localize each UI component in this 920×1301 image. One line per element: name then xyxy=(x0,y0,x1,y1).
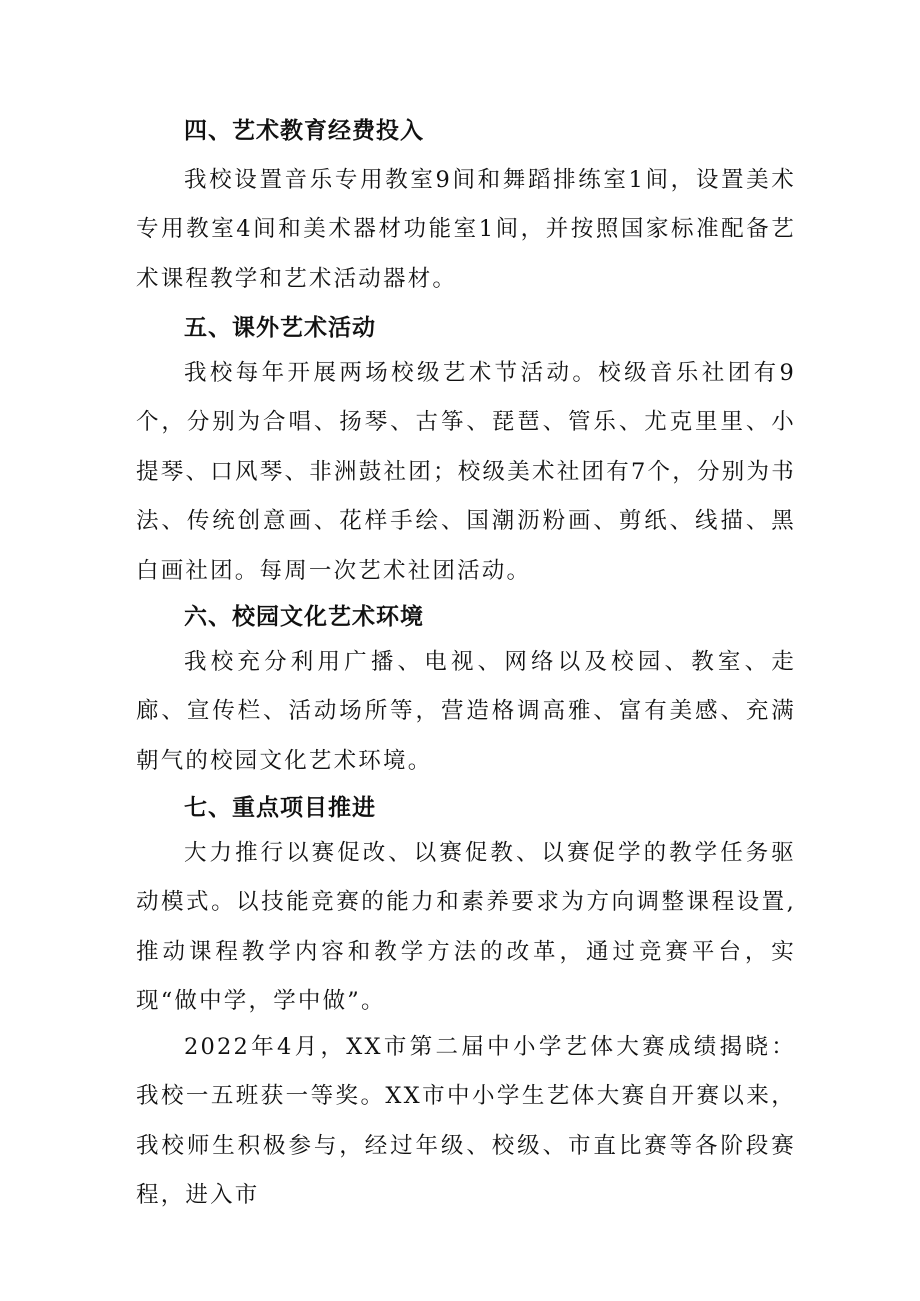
section-heading-7: 七、重点项目推进 xyxy=(184,794,376,821)
section-4-paragraph: 我校设置音乐专用教室9间和舞蹈排练室1间，设置美术专用教室4间和美术器材功能室1间，并按照国家标准配备艺术课程教学和艺术活动器材。 xyxy=(136,167,796,292)
section-heading-4: 四、艺术教育经费投入 xyxy=(184,117,424,144)
section-heading-5: 五、课外艺术活动 xyxy=(184,314,376,341)
section-7-paragraph-1: 大力推行以赛促改、以赛促教、以赛促学的教学任务驱动模式。以技能竞赛的能力和素养要求为方向调整课程设置,推动课程教学内容和教学方法的改革，通过竞赛平台，实现“做中学，学中做”。 xyxy=(136,840,796,1015)
section-5-paragraph: 我校每年开展两场校级艺术节活动。校级音乐社团有9个，分别为合唱、扬琴、古筝、琵琶、管乐、尤克里里、小提琴、口风琴、非洲鼓社团；校级美术社团有7个，分别为书法、传统创意画、花样手绘、国潮沥粉画、剪纸、线描、黑白画社团。每周一次艺术社团活动。 xyxy=(136,360,796,584)
section-6-paragraph: 我校充分利用广播、电视、网络以及校园、教室、走廊、宣传栏、活动场所等，营造格调高雅、富有美感、充满朝气的校园文化艺术环境。 xyxy=(136,649,796,774)
section-heading-6: 六、校园文化艺术环境 xyxy=(184,603,424,630)
section-7-paragraph-2: 2022年4月，XX市第二届中小学艺体大赛成绩揭晓：我校一五班获一等奖。XX市中小学生艺体大赛自开赛以来，我校师生积极参与，经过年级、校级、市直比赛等各阶段赛程，进入市 xyxy=(136,1034,796,1209)
